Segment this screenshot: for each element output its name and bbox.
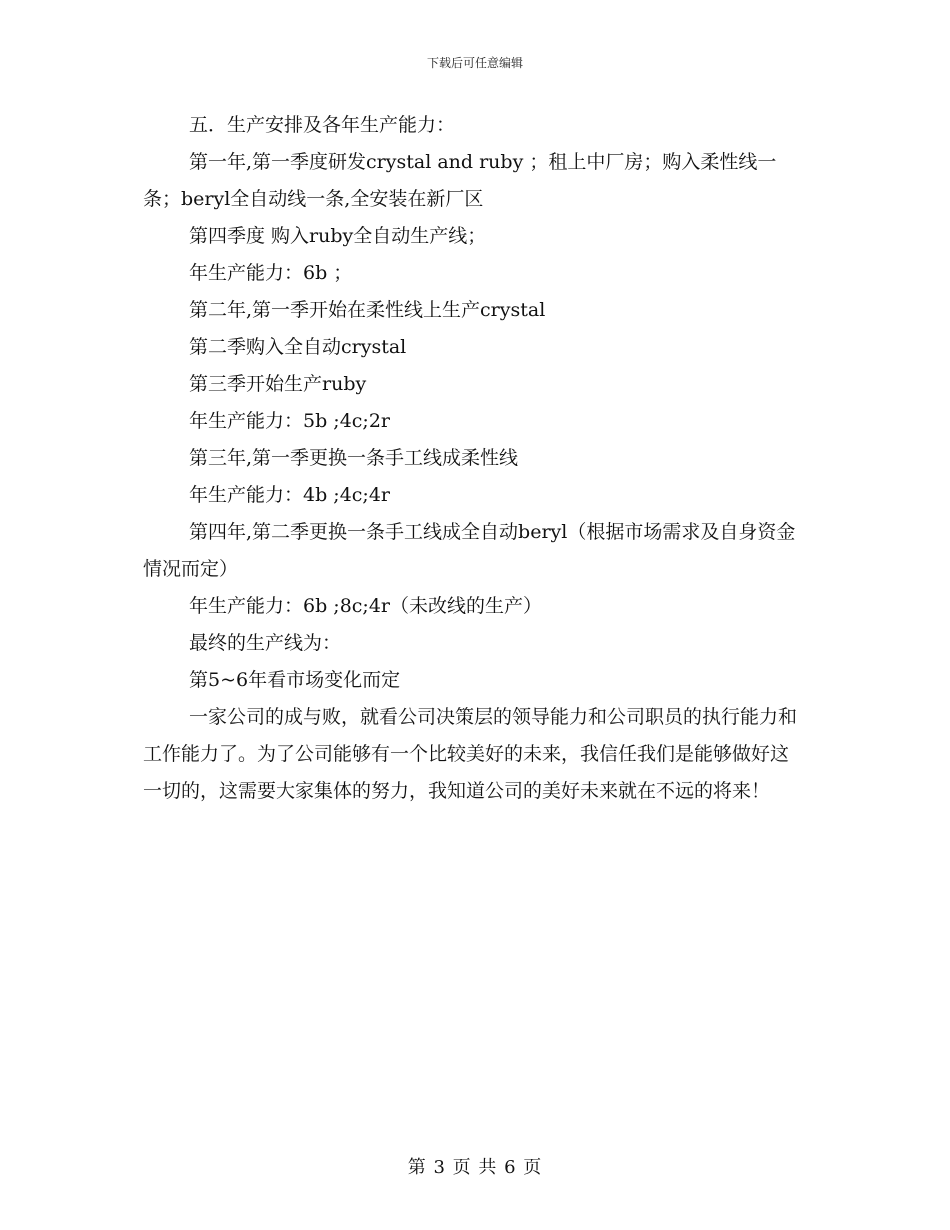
paragraph: 第三季开始生产ruby [189, 373, 367, 395]
paragraph: 最终的生产线为： [189, 632, 342, 654]
paragraph: 年生产能力：6b ； [189, 262, 353, 284]
paragraph: 第二年,第一季开始在柔性线上生产crystal [189, 299, 546, 321]
paragraph: 年生产能力：5b ;4c;2r [189, 410, 390, 432]
section-heading: 五．生产安排及各年生产能力： [189, 114, 456, 136]
closing-paragraph: 一家公司的成与败，就看公司决策层的领导能力和公司职员的执行能力和工作能力了。为了公司能够有一个比较美好的未来，我信任我们是能够做好这一切的，这需要大家集体的努力，我知道公司的美好未来就在不远的将来！ [143, 706, 798, 802]
paragraph: 第三年,第一季更换一条手工线成柔性线 [189, 447, 519, 469]
document-body [143, 107, 803, 810]
paragraph: 第四年,第二季更换一条手工线成全自动beryl（根据市场需求及自身资金情况而定） [143, 521, 796, 580]
paragraph: 年生产能力：6b ;8c;4r（未改线的生产） [189, 595, 542, 617]
page-number: 第 3 页 共 6 页 [407, 1157, 543, 1178]
header-note: 下载后可任意编辑 [426, 56, 523, 70]
paragraph: 第5~6年看市场变化而定 [189, 669, 401, 691]
paragraph: 第四季度 购入ruby全自动生产线； [189, 225, 487, 247]
paragraph: 年生产能力：4b ;4c;4r [189, 484, 390, 506]
paragraph: 第二季购入全自动crystal [189, 336, 407, 358]
paragraph: 第一年,第一季度研发crystal and ruby ；租上中厂房；购入柔性线一条；beryl全自动线一条,全安装在新厂区 [143, 151, 777, 210]
